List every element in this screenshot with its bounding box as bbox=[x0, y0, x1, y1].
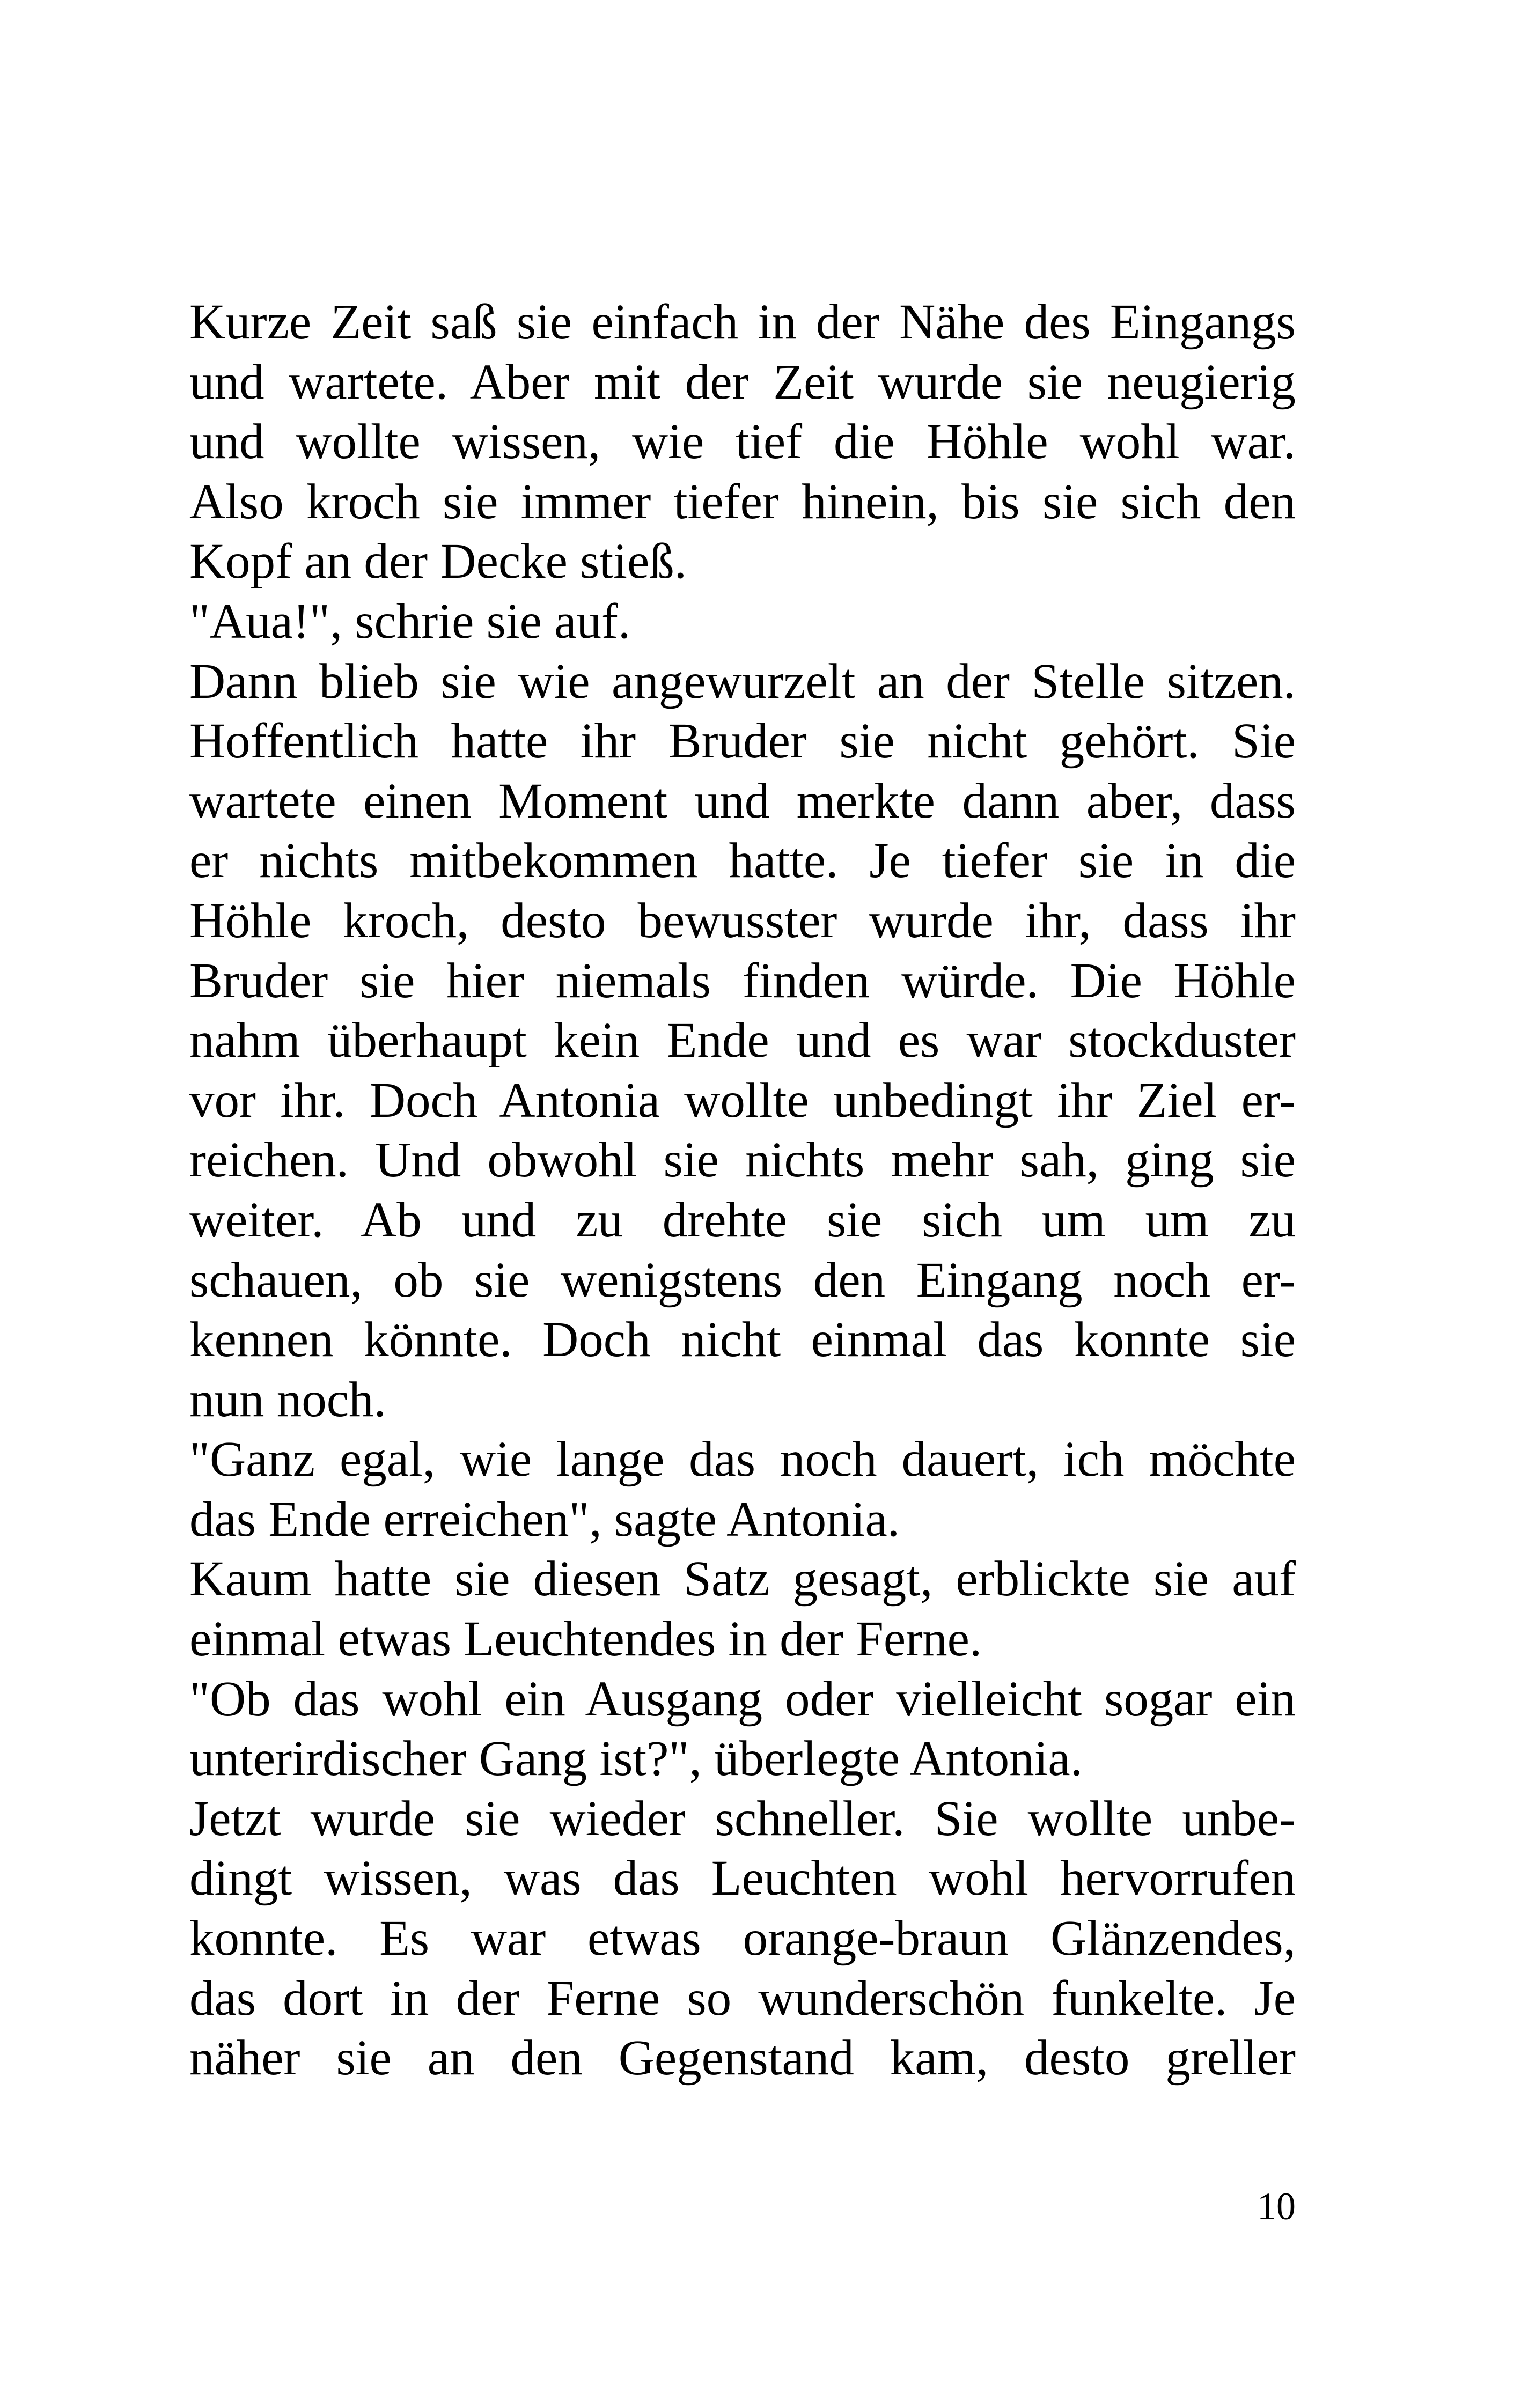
text-line: und wartete. Aber mit der Zeit wurde sie neugierig bbox=[189, 354, 1296, 410]
text-line: er nichts mitbekommen hatte. Je tiefer sie in die bbox=[189, 833, 1296, 889]
text-line: Bruder sie hier niemals finden würde. Die Höhle bbox=[189, 953, 1296, 1008]
text-line: Kopf an der Decke stieß. bbox=[189, 534, 687, 590]
text-line: kennen könnte. Doch nicht einmal das konnte sie bbox=[189, 1312, 1296, 1368]
text-line: vor ihr. Doch Antonia wollte unbedingt ihr Ziel er- bbox=[189, 1072, 1296, 1128]
text-line: und wollte wissen, wie tief die Höhle wohl war. bbox=[189, 414, 1296, 470]
text-line: konnte. Es war etwas orange-braun Glänzendes, bbox=[189, 1911, 1296, 1967]
text-line: dingt wissen, was das Leuchten wohl hervorrufen bbox=[189, 1851, 1296, 1906]
text-line: das dort in der Ferne so wunderschön funkelte. Je bbox=[189, 1970, 1296, 2026]
text-line: Also kroch sie immer tiefer hinein, bis sie sich den bbox=[189, 474, 1296, 529]
text-line: "Ob das wohl ein Ausgang oder vielleicht sogar ein bbox=[189, 1671, 1296, 1727]
text-line: nahm überhaupt kein Ende und es war stockduster bbox=[189, 1013, 1296, 1069]
text-line: reichen. Und obwohl sie nichts mehr sah, ging sie bbox=[189, 1132, 1296, 1188]
text-line: unterirdischer Gang ist?", überlegte Antonia. bbox=[189, 1731, 1083, 1787]
text-line: Kurze Zeit saß sie einfach in der Nähe des Eingangs bbox=[189, 294, 1296, 350]
text-line: Dann blieb sie wie angewurzelt an der Stelle sitzen. bbox=[189, 653, 1296, 709]
text-line: wartete einen Moment und merkte dann aber, dass bbox=[189, 773, 1296, 829]
text-line: Höhle kroch, desto bewusster wurde ihr, dass ihr bbox=[189, 893, 1296, 948]
text-line: einmal etwas Leuchtendes in der Ferne. bbox=[189, 1611, 982, 1667]
text-line: Hoffentlich hatte ihr Bruder sie nicht gehört. Sie bbox=[189, 713, 1296, 769]
text-line: "Aua!", schrie sie auf. bbox=[189, 593, 631, 649]
text-line: "Ganz egal, wie lange das noch dauert, ich möchte bbox=[189, 1432, 1296, 1487]
text-line: schauen, ob sie wenigstens den Eingang noch er- bbox=[189, 1252, 1296, 1308]
text-line: weiter. Ab und zu drehte sie sich um um zu bbox=[189, 1192, 1296, 1248]
text-line: Jetzt wurde sie wieder schneller. Sie wollte unbe- bbox=[189, 1791, 1296, 1846]
text-line: nun noch. bbox=[189, 1372, 386, 1427]
page-number: 10 bbox=[1257, 2185, 1296, 2228]
text-line: Kaum hatte sie diesen Satz gesagt, erblickte sie auf bbox=[189, 1551, 1296, 1607]
text-line: näher sie an den Gegenstand kam, desto greller bbox=[189, 2030, 1296, 2086]
body-text bbox=[189, 292, 1296, 2088]
text-line: das Ende erreichen", sagte Antonia. bbox=[189, 1491, 900, 1547]
